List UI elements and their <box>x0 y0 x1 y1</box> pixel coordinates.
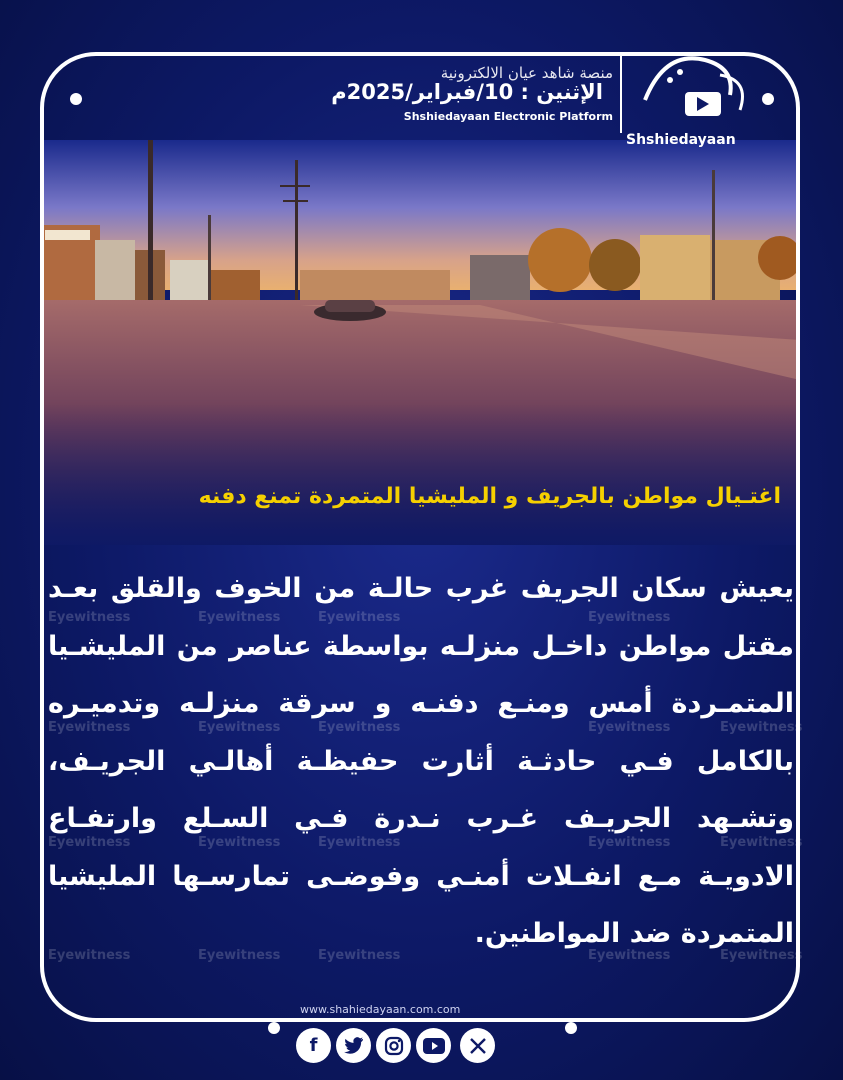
frame-dot <box>565 1022 577 1034</box>
watermark-text: Eyewitness <box>198 610 281 625</box>
instagram-icon[interactable] <box>376 1028 411 1063</box>
watermark-text: Eyewitness <box>318 835 401 850</box>
website-url[interactable]: www.shahiedayaan.com.com <box>300 1003 461 1016</box>
frame-dot <box>70 93 82 105</box>
news-headline: اغتـيال مواطن بالجريف و المليشيا المتمردة تمنع دفنه <box>198 484 781 509</box>
watermark-text: Eyewitness <box>198 720 281 735</box>
watermark-text: Eyewitness <box>48 720 131 735</box>
watermark-text: Eyewitness <box>48 948 131 963</box>
header-divider <box>620 55 622 133</box>
watermark-text: Eyewitness <box>720 948 803 963</box>
watermark-text: Eyewitness <box>588 720 671 735</box>
watermark-text: Eyewitness <box>720 720 803 735</box>
facebook-icon[interactable]: f <box>296 1028 331 1063</box>
publish-date: الإثنين : 10/فبراير/2025م <box>331 80 603 104</box>
platform-name-english: Shshiedayaan Electronic Platform <box>403 110 613 123</box>
watermark-text: Eyewitness <box>48 835 131 850</box>
watermark-text: Eyewitness <box>198 948 281 963</box>
twitter-icon[interactable] <box>336 1028 371 1063</box>
platform-name-arabic: منصة شاهد عيان الالكترونية <box>440 64 613 82</box>
watermark-text: Eyewitness <box>720 835 803 850</box>
watermark-text: Eyewitness <box>318 610 401 625</box>
watermark-text: Eyewitness <box>48 610 131 625</box>
watermark-text: Eyewitness <box>318 720 401 735</box>
x-icon[interactable] <box>460 1028 495 1063</box>
watermark-text: Eyewitness <box>588 835 671 850</box>
logo-wordmark: Shshiedayaan <box>626 132 736 148</box>
youtube-icon[interactable] <box>416 1028 451 1063</box>
watermark-text: Eyewitness <box>588 610 671 625</box>
watermark-text: Eyewitness <box>198 835 281 850</box>
news-body: يعيش سكان الجريف غرب حالـة من الخوف والقلق بعـد مقتل مواطن داخـل منزلـه بواسطة عناصر من المليشـيا المتمـردة أمس ومنـع دفنـه و سرقة منزلـه وتدميـره بالكامل فـي حادثـة أثارت حفيظـة أهالـي الجريـف، وتشـهد الجريـف غـرب نـدرة فـي السـلع وارتفـاع الادويـة مـع انفـلات أمنـي وفوضـى تمارسـها المليشيا المتمردة ضد المواطنين. <box>48 573 794 949</box>
watermark-text: Eyewitness <box>318 948 401 963</box>
frame-dot <box>268 1022 280 1034</box>
watermark-text: Eyewitness <box>588 948 671 963</box>
